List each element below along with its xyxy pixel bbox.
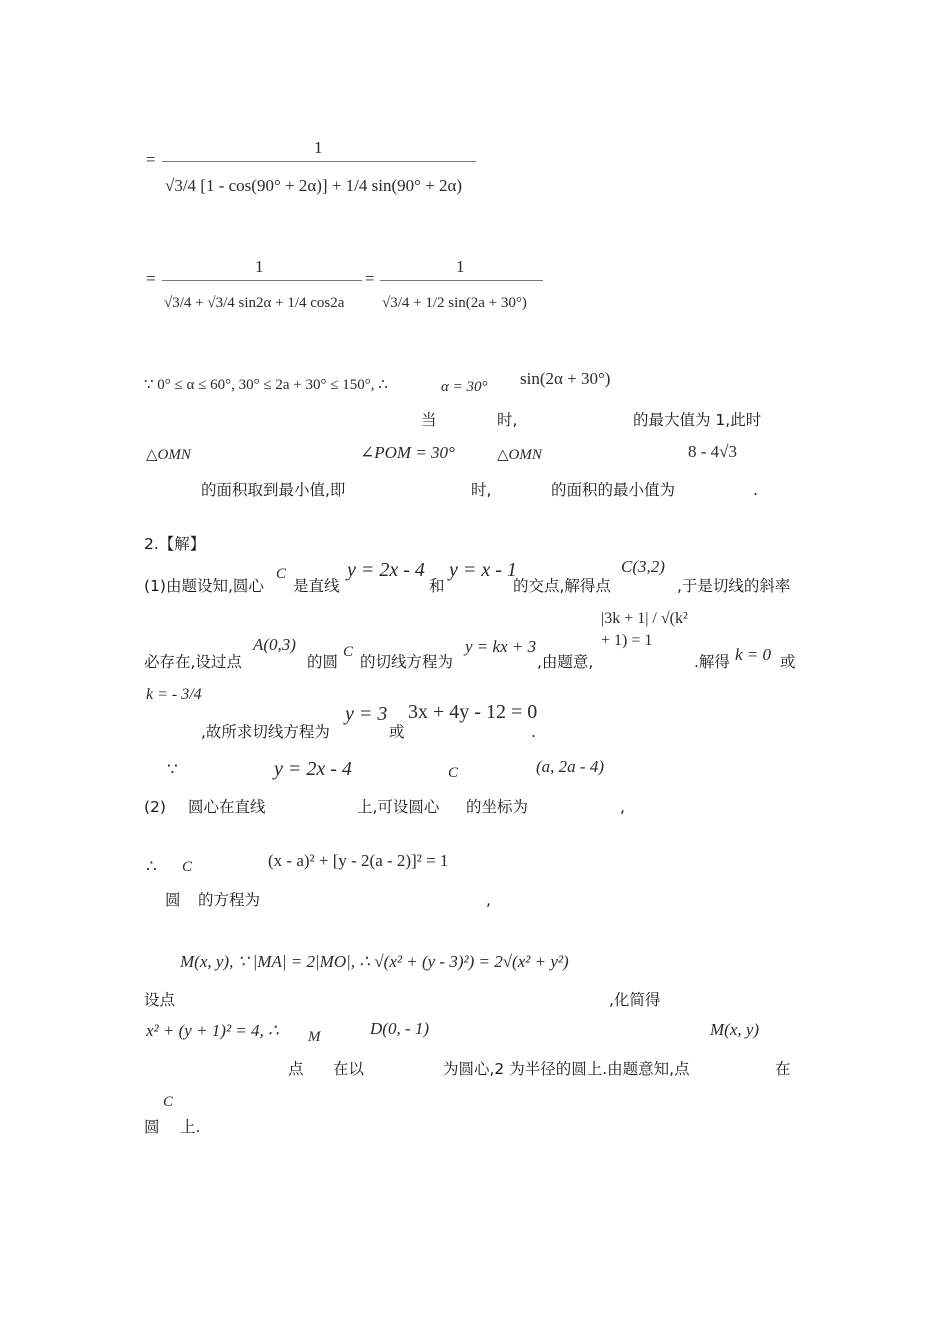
p2-text-d: ,由题意, <box>537 653 594 671</box>
k-zero: k = 0 <box>735 645 772 664</box>
p7-text-d: 在 <box>775 1060 791 1078</box>
p7-text-a: 点 <box>288 1060 304 1078</box>
p1-text-e: ,于是切线的斜率 <box>677 577 791 595</box>
line-equation-1: y = 2x - 4 <box>347 559 425 581</box>
formula1-equals: = <box>146 150 156 169</box>
p3-text-b: 或 <box>389 723 405 741</box>
point-m: M <box>308 1029 321 1045</box>
p2-text-b: 的圆 <box>307 653 339 671</box>
text-time-2: 时, <box>471 481 492 499</box>
text-time: 时, <box>497 411 518 429</box>
triangle-omn-1: △OMN <box>146 447 191 463</box>
point-c: C(3,2) <box>621 557 665 576</box>
text-when: 当 <box>421 411 437 429</box>
p3-text-a: ,故所求切线方程为 <box>201 723 330 741</box>
p1-text-d: 的交点,解得点 <box>513 577 611 595</box>
circle-c-4: C <box>182 859 193 875</box>
line-equation-2: y = x - 1 <box>449 559 517 581</box>
formula2-numerator-2: 1 <box>456 257 465 276</box>
distance-equation: |3k + 1| / √(k² + 1) = 1 <box>601 610 688 649</box>
point-m-condition: M(x, y), ∵ |MA| = 2|MO|, ∴ √(x² + (y - 3)²) = 2√(x² + y²) <box>180 952 569 971</box>
p2-text-a: 必存在,设过点 <box>144 653 242 671</box>
formula2-fraction-bar-1 <box>162 280 362 281</box>
formula2-equals-2: = <box>365 269 375 288</box>
formula2-fraction-bar-2 <box>380 280 543 281</box>
p8-text-a: 圆 <box>144 1118 160 1136</box>
p5-text-b: 的方程为 <box>198 891 261 909</box>
p5-text-c: , <box>486 891 491 909</box>
p4-text-e: , <box>620 798 625 816</box>
p4-text-c: 上,可设圆心 <box>357 798 440 816</box>
point-a: A(0,3) <box>253 635 296 654</box>
text-max-value: 的最大值为 1,此时 <box>633 411 762 429</box>
circle-center-c-1: C <box>276 566 287 582</box>
p7-text-b: 在以 <box>333 1060 365 1078</box>
therefore-symbol: ∴ <box>146 857 157 876</box>
formula1-numerator: 1 <box>314 138 323 157</box>
because-symbol: ∵ <box>167 760 178 779</box>
p3-text-c: . <box>531 723 536 741</box>
text-area-min: 的面积取到最小值,即 <box>201 481 346 499</box>
p4-text-a: (2) <box>144 798 166 816</box>
line-equation-4: y = 2x - 4 <box>274 758 352 780</box>
circle-c-3: C <box>448 765 459 781</box>
text-area-min-2: 的面积的最小值为 <box>551 481 676 499</box>
tangent-y-3: y = 3 <box>345 703 388 725</box>
k-negative-three-quarters: k = - 3/4 <box>146 686 202 703</box>
p5-text-a: 圆 <box>165 891 181 909</box>
circle-equation: (x - a)² + [y - 2(a - 2)]² = 1 <box>268 851 449 870</box>
p6-text-a: 设点 <box>144 991 176 1009</box>
circle-c-2: C <box>343 644 354 660</box>
angle-pom: ∠POM = 30° <box>360 443 455 462</box>
p7-text-c: 为圆心,2 为半径的圆上.由题意知,点 <box>443 1060 690 1078</box>
p2-text-c: 的切线方程为 <box>360 653 454 671</box>
circle-c-5: C <box>163 1094 174 1110</box>
p4-text-d: 的坐标为 <box>466 798 529 816</box>
p1-text-b: 是直线 <box>293 577 340 595</box>
section-2-title: 2.【解】 <box>144 535 206 553</box>
formula2-numerator-1: 1 <box>255 257 264 276</box>
sin-expression: sin(2α + 30°) <box>520 369 611 388</box>
tangent-line-3: 3x + 4y - 12 = 0 <box>408 701 538 723</box>
triangle-omn-2: △OMN <box>497 447 542 463</box>
point-m-xy: M(x, y) <box>710 1020 760 1039</box>
formula2-denominator-1: √3/4 + √3/4 sin2α + 1/4 cos2a <box>164 295 345 311</box>
center-coordinates: (a, 2a - 4) <box>536 757 604 776</box>
p1-text-a: (1)由题设知,圆心 <box>144 577 264 595</box>
p2-text-e: .解得 <box>694 653 730 671</box>
p1-text-c: 和 <box>429 577 445 595</box>
p8-text-b: 上. <box>180 1118 201 1136</box>
range-condition: ∵ 0° ≤ α ≤ 60°, 30° ≤ 2a + 30° ≤ 150°, ∴ <box>144 377 388 393</box>
formula1-denominator: √3/4 [1 - cos(90° + 2α)] + 1/4 sin(90° + 2α) <box>165 176 463 195</box>
tangent-equation: y = kx + 3 <box>465 637 537 656</box>
text-period: . <box>753 481 758 499</box>
point-d: D(0, - 1) <box>370 1019 430 1038</box>
formula1-fraction-bar <box>162 161 476 162</box>
simplified-equation: x² + (y + 1)² = 4, ∴ <box>146 1021 279 1040</box>
p4-text-b: 圆心在直线 <box>188 798 266 816</box>
p6-text-b: ,化简得 <box>609 991 661 1009</box>
formula2-denominator-2: √3/4 + 1/2 sin(2a + 30°) <box>382 295 527 311</box>
formula2-equals-1: = <box>146 269 156 288</box>
minimum-value: 8 - 4√3 <box>688 442 737 461</box>
p2-text-f: 或 <box>780 653 796 671</box>
alpha-value: α = 30° <box>441 379 488 395</box>
